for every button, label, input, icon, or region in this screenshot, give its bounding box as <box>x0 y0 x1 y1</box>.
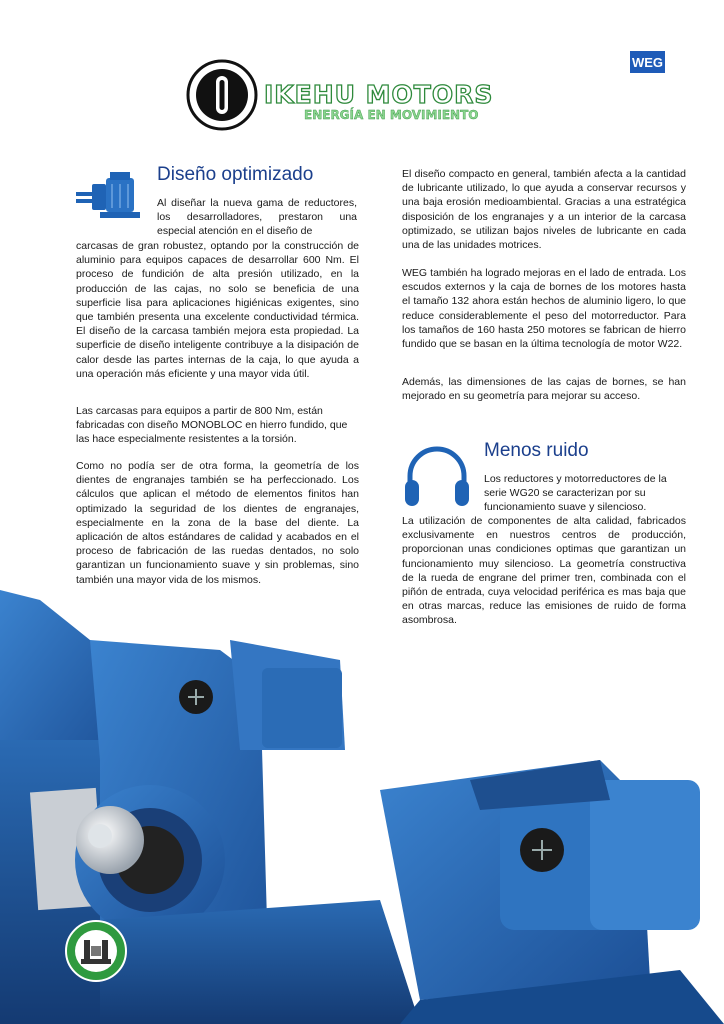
heading-diseno-optimizado: Diseño optimizado <box>157 164 314 185</box>
ruido-intro-paragraph: Los reductores y motorreductores de la serie WG20 se caracterizan por su funcionamiento suave y silencioso. <box>484 473 667 514</box>
ruido-continuation-paragraph: La utilización de componentes de alta calidad, fabricados exclusivamente en nuestros centros de producción, proporcionan unas condiciones optimas que garantizan un funcionamiento muy silencioso. La geometría constructiva de la rueda de engrane del primer tren, combinada con el piñón de entrada, cuya velocidad periférica es mas baja que en otras marcas, reduce las emisiones de ruido de forma asombrosa. <box>402 515 686 627</box>
ikehu-logo-icon <box>186 59 258 131</box>
compacto-paragraph: El diseño compacto en general, también afecta a la cantidad de lubricante utilizado, lo que ayuda a conservar recursos y una baja erosión medioambiental. Gracias a una estratégica disposición de los engranajes y a un interior de la carcasa optimizado, se utilizan bajos niveles de lubricante en cada una de las unidades motrices. <box>402 168 686 252</box>
heading-menos-ruido: Menos ruido <box>484 440 589 461</box>
brand-tagline: ENERGÍA EN MOVIMIENTO <box>304 108 479 122</box>
diseno-intro-paragraph: Al diseñar la nueva gama de reductores, los desarrolladores, prestaron una especial atención en el diseño de <box>157 197 357 238</box>
entrada-paragraph: WEG también ha logrado mejoras en el lado de entrada. Los escudos externos y la caja de bornes de los motores hasta el tamaño 132 ahora están hechos de aluminio ligero, lo que reduce considerablemente el peso del motorreductor. Para los tamaños de 160 hasta 250 motores se fabrican de hierro fundido que se basan en la última tecnología de motor W22. <box>402 267 686 351</box>
headphones-icon <box>402 444 472 508</box>
carcasas-paragraph: Las carcasas para equipos a partir de 800 Nm, están fabricadas con diseño MONOBLOC en hierro fundido, que las hace especialmente resistentes a la torsión. <box>76 405 348 446</box>
brand-name: IKEHU MOTORS <box>264 80 494 109</box>
geometria-paragraph: Como no podía ser de otra forma, la geometría de los dientes de engranajes también se ha perfeccionado. Los cálculos que aplican el método de elementos finitos han optimizado la seguridad de los dientes de engranajes, especialmente en la zona de la base del diente. La aplicación de altos estándares de calidad y acabados en el proceso de fabricación de las ruedas dentados, no solo garantizan un funcionamiento suave y sin problemas, sino también una mayor vida de los mismos. <box>76 460 359 586</box>
weg-logo-icon <box>630 51 665 73</box>
gearbox-icon <box>76 172 142 222</box>
weg-logo-text: WEG <box>631 55 664 70</box>
cajas-bornes-paragraph: Además, las dimensiones de las cajas de bornes, se han mejorado en su geometría para mejorar su acceso. <box>402 376 686 403</box>
diseno-continuation-paragraph: carcasas de gran robustez, optando por la construcción de aluminio para equipos capaces de desarrollar 600 Nm. El proceso de fundición de alta presión utilizado, en la producción de las cajas, no solo se beneficia de una superficie lisa para aplicaciones higiénicas exigentes, sino que también presenta una excelente conductividad térmica. El diseño de la carcasa también mejora esta propiedad. La superficie de diseño inteligente contribuye a la disipación de calor desde las partes internas de la caja, lo que ayuda a una operación más eficiente y una mayor vida útil. <box>76 240 359 380</box>
gearbox-badge-icon <box>65 920 127 982</box>
